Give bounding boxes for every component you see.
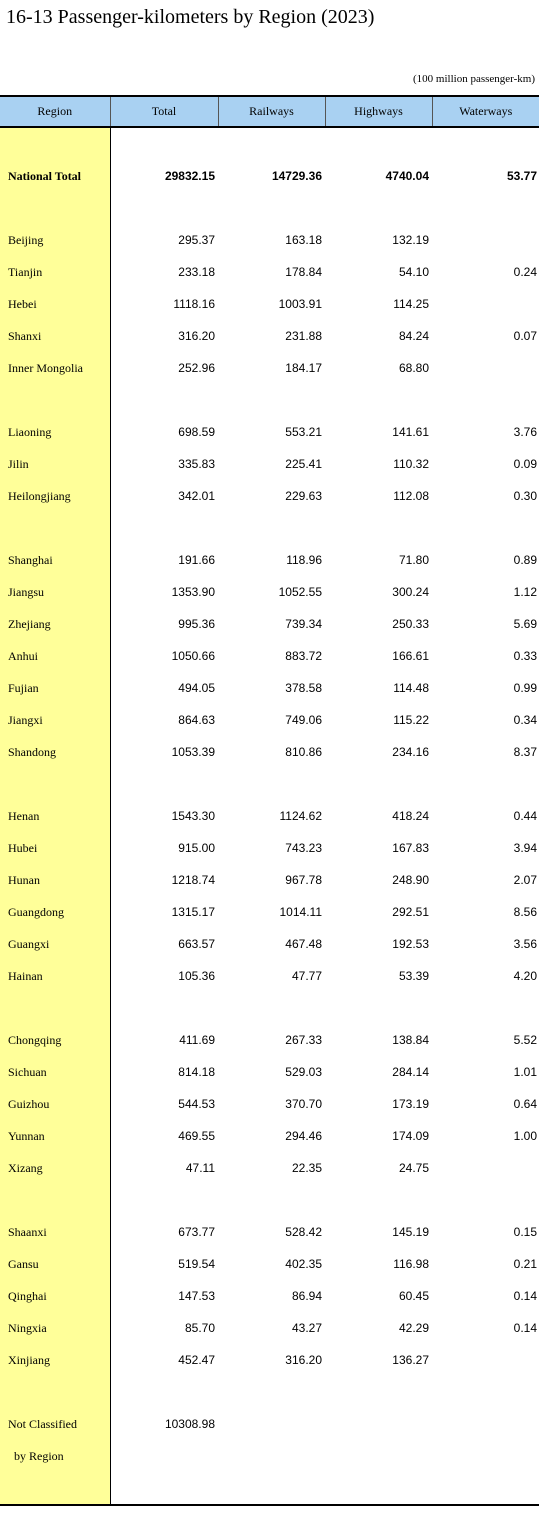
railways-cell: 883.72	[285, 649, 322, 663]
page-title: 16-13 Passenger-kilometers by Region (2023)	[6, 6, 375, 28]
table-row	[0, 544, 539, 576]
region-cell: Qinghai	[0, 1280, 110, 1312]
highways-cell: 192.53	[392, 937, 429, 951]
highways-cell: 248.90	[392, 873, 429, 887]
waterways-cell: 0.89	[513, 553, 537, 567]
total-cell: 411.69	[179, 1033, 215, 1047]
total-cell: 494.05	[178, 681, 215, 695]
railways-cell	[218, 1408, 325, 1440]
railways-cell: 967.78	[285, 873, 322, 887]
header-railways: Railways	[218, 96, 325, 127]
highways-cell: 116.98	[393, 1257, 429, 1271]
total-cell: 814.18	[178, 1065, 215, 1079]
region-cell: Beijing	[0, 224, 110, 256]
highways-cell: 71.80	[398, 553, 429, 567]
table-row	[0, 928, 539, 960]
total-cell: 233.18	[178, 265, 215, 279]
railways-cell: 528.42	[285, 1225, 322, 1239]
spacer-row	[0, 127, 539, 160]
railways-cell: 739.34	[285, 617, 322, 631]
waterways-cell: 0.24	[513, 265, 537, 279]
table-row	[0, 1248, 539, 1280]
region-cell: Shandong	[0, 736, 110, 768]
highways-cell: 167.83	[392, 841, 429, 855]
empty-cell	[218, 1440, 325, 1472]
waterways-cell: 3.56	[513, 937, 537, 951]
highways-cell	[325, 1408, 432, 1440]
region-cell: Gansu	[0, 1248, 110, 1280]
total-cell: 1543.30	[171, 809, 215, 823]
waterways-cell: 2.07	[513, 873, 537, 887]
railways-cell: 378.58	[285, 681, 322, 695]
waterways-cell: 1.00	[513, 1129, 537, 1143]
table-row	[0, 704, 539, 736]
railways-cell: 163.18	[285, 233, 322, 247]
railways-cell: 749.06	[285, 713, 322, 727]
highways-cell: 138.84	[392, 1033, 429, 1047]
empty-cell	[432, 992, 539, 1024]
region-cell: Shanxi	[0, 320, 110, 352]
empty-cell	[432, 384, 539, 416]
total-cell: 452.47	[178, 1353, 215, 1367]
total-cell: 10308.98	[164, 1417, 215, 1431]
table-row	[0, 800, 539, 832]
railways-cell: 467.48	[285, 937, 322, 951]
region-cell: National Total	[0, 160, 110, 192]
highways-cell: 145.19	[392, 1225, 429, 1239]
railways-cell: 184.17	[285, 361, 322, 375]
highways-cell: 54.10	[398, 265, 429, 279]
region-cell: Ningxia	[0, 1312, 110, 1344]
table-row	[0, 896, 539, 928]
waterways-cell: 5.52	[513, 1033, 537, 1047]
highways-cell: 110.32	[393, 457, 429, 471]
table-row	[0, 864, 539, 896]
region-cell: Guangdong	[0, 896, 110, 928]
railways-cell: 43.27	[291, 1321, 322, 1335]
region-cell: Xizang	[0, 1152, 110, 1184]
table-row	[0, 1312, 539, 1344]
railways-cell: 14729.36	[271, 169, 322, 183]
railways-cell: 229.63	[285, 489, 322, 503]
region-cell: Jiangsu	[0, 576, 110, 608]
unit-label: (100 million passenger-km)	[413, 73, 535, 85]
railways-cell: 316.20	[285, 1353, 322, 1367]
total-cell: 29832.15	[164, 169, 215, 183]
total-cell: 85.70	[184, 1321, 215, 1335]
empty-cell	[110, 1184, 218, 1216]
region-cell: Shanghai	[0, 544, 110, 576]
region-cell: Hebei	[0, 288, 110, 320]
waterways-cell: 4.20	[513, 969, 537, 983]
waterways-cell: 8.37	[513, 745, 537, 759]
national-total-row	[0, 160, 539, 192]
empty-cell	[110, 1376, 218, 1408]
waterways-cell: 0.44	[513, 809, 537, 823]
header-region: Region	[0, 96, 110, 127]
railways-cell: 810.86	[285, 745, 322, 759]
empty-cell	[325, 1184, 432, 1216]
empty-cell	[110, 192, 218, 224]
railways-cell: 1003.91	[278, 297, 322, 311]
region-cell: Inner Mongolia	[0, 352, 110, 384]
table-row	[0, 576, 539, 608]
empty-cell	[432, 1472, 539, 1505]
highways-cell: 84.24	[398, 329, 429, 343]
not-classified-row	[0, 1408, 539, 1440]
region-cell: Liaoning	[0, 416, 110, 448]
railways-cell: 231.88	[285, 329, 322, 343]
total-cell: 1218.74	[171, 873, 215, 887]
waterways-cell: 53.77	[506, 169, 537, 183]
region-cell: Zhejiang	[0, 608, 110, 640]
empty-cell	[325, 384, 432, 416]
highways-cell: 112.08	[393, 489, 429, 503]
empty-cell	[218, 512, 325, 544]
waterways-cell: 3.94	[513, 841, 537, 855]
highways-cell: 300.24	[392, 585, 429, 599]
total-cell: 295.37	[178, 233, 215, 247]
highways-cell: 284.14	[392, 1065, 429, 1079]
waterways-cell: 0.21	[513, 1257, 537, 1271]
region-cell: Guangxi	[0, 928, 110, 960]
table-row	[0, 608, 539, 640]
region-cell: Jiangxi	[0, 704, 110, 736]
railways-cell: 370.70	[285, 1097, 322, 1111]
highways-cell: 292.51	[392, 905, 429, 919]
spacer-row	[0, 1376, 539, 1408]
table-row	[0, 640, 539, 672]
empty-cell	[218, 1184, 325, 1216]
total-cell: 673.77	[178, 1225, 215, 1239]
empty-cell	[110, 768, 218, 800]
region-cell	[0, 192, 110, 224]
region-cell: Jilin	[0, 448, 110, 480]
highways-cell: 173.19	[392, 1097, 429, 1111]
total-cell: 1353.90	[171, 585, 215, 599]
total-cell: 316.20	[178, 329, 215, 343]
railways-cell: 1014.11	[279, 905, 322, 919]
total-cell: 915.00	[178, 841, 215, 855]
waterways-cell: 1.01	[513, 1065, 537, 1079]
table-row	[0, 1344, 539, 1376]
spacer-row	[0, 384, 539, 416]
passenger-km-table	[0, 95, 539, 1506]
table-row	[0, 416, 539, 448]
empty-cell	[432, 1184, 539, 1216]
railways-cell: 86.94	[291, 1289, 322, 1303]
total-cell: 342.01	[178, 489, 215, 503]
total-cell: 1053.39	[171, 745, 215, 759]
table-row	[0, 1216, 539, 1248]
railways-cell: 47.77	[291, 969, 322, 983]
table-row	[0, 480, 539, 512]
railways-cell: 1052.55	[278, 585, 322, 599]
waterways-cell: 0.30	[513, 489, 537, 503]
waterways-cell	[432, 1344, 539, 1376]
total-cell: 519.54	[178, 1257, 215, 1271]
region-cell: Guizhou	[0, 1088, 110, 1120]
region-cell	[0, 1472, 110, 1505]
table-row	[0, 736, 539, 768]
empty-cell	[110, 1472, 218, 1505]
region-cell: Tianjin	[0, 256, 110, 288]
railways-cell: 267.33	[285, 1033, 322, 1047]
waterways-cell: 0.14	[513, 1321, 537, 1335]
total-cell: 335.83	[178, 457, 215, 471]
waterways-cell	[432, 288, 539, 320]
region-cell	[0, 992, 110, 1024]
waterways-cell	[432, 1152, 539, 1184]
railways-cell: 178.84	[285, 265, 322, 279]
region-cell: Hainan	[0, 960, 110, 992]
highways-cell: 4740.04	[385, 169, 429, 183]
spacer-row	[0, 192, 539, 224]
header-waterways: Waterways	[432, 96, 539, 127]
waterways-cell: 0.15	[513, 1225, 537, 1239]
empty-cell	[110, 512, 218, 544]
waterways-cell: 0.14	[513, 1289, 537, 1303]
table-row	[0, 320, 539, 352]
empty-cell	[218, 1376, 325, 1408]
table-row	[0, 1056, 539, 1088]
region-cell	[0, 768, 110, 800]
table-row	[0, 672, 539, 704]
region-cell: Henan	[0, 800, 110, 832]
waterways-cell: 0.34	[513, 713, 537, 727]
total-cell: 191.66	[178, 553, 215, 567]
region-cell: Fujian	[0, 672, 110, 704]
region-cell: Hubei	[0, 832, 110, 864]
region-cell	[0, 1184, 110, 1216]
region-cell: Heilongjiang	[0, 480, 110, 512]
highways-cell: 174.09	[392, 1129, 429, 1143]
table-header	[0, 96, 539, 127]
waterways-cell: 3.76	[513, 425, 537, 439]
spacer-row	[0, 1184, 539, 1216]
empty-cell	[218, 768, 325, 800]
highways-cell: 68.80	[398, 361, 429, 375]
region-cell: Shaanxi	[0, 1216, 110, 1248]
highways-cell: 115.22	[393, 713, 429, 727]
highways-cell: 136.27	[392, 1353, 429, 1367]
waterways-cell: 0.33	[513, 649, 537, 663]
total-cell: 1050.66	[171, 649, 215, 663]
total-cell: 1118.16	[173, 297, 215, 311]
region-cell: Chongqing	[0, 1024, 110, 1056]
waterways-cell: 1.12	[513, 585, 537, 599]
region-cell	[0, 1376, 110, 1408]
empty-cell	[432, 1376, 539, 1408]
table-row	[0, 1280, 539, 1312]
table-row	[0, 1088, 539, 1120]
highways-cell: 141.61	[392, 425, 429, 439]
highways-cell: 132.19	[392, 233, 429, 247]
empty-cell	[325, 1440, 432, 1472]
waterways-cell: 0.99	[513, 681, 537, 695]
empty-cell	[325, 512, 432, 544]
total-cell: 1315.17	[171, 905, 215, 919]
total-cell: 147.53	[178, 1289, 215, 1303]
region-cell: Anhui	[0, 640, 110, 672]
table-row	[0, 256, 539, 288]
total-cell: 698.59	[178, 425, 215, 439]
railways-cell: 743.23	[285, 841, 322, 855]
highways-cell: 60.45	[398, 1289, 429, 1303]
railways-cell: 225.41	[285, 457, 322, 471]
waterways-cell: 5.69	[513, 617, 537, 631]
highways-cell: 24.75	[398, 1161, 429, 1175]
empty-cell	[325, 1376, 432, 1408]
total-cell: 864.63	[178, 713, 215, 727]
empty-cell	[432, 1440, 539, 1472]
not-classified-row-cont	[0, 1440, 539, 1472]
empty-cell	[432, 512, 539, 544]
total-cell: 47.11	[185, 1161, 215, 1175]
total-cell: 663.57	[178, 937, 215, 951]
highways-cell: 114.25	[393, 297, 429, 311]
total-cell: 995.36	[178, 617, 215, 631]
waterways-cell	[432, 1408, 539, 1440]
highways-cell: 166.61	[392, 649, 429, 663]
table-row	[0, 352, 539, 384]
total-cell: 544.53	[178, 1097, 215, 1111]
region-cell	[0, 384, 110, 416]
waterways-cell: 0.64	[513, 1097, 537, 1111]
spacer-row	[0, 768, 539, 800]
empty-cell	[325, 992, 432, 1024]
waterways-cell: 8.56	[513, 905, 537, 919]
table-row	[0, 1152, 539, 1184]
empty-cell	[432, 192, 539, 224]
region-cell: Hunan	[0, 864, 110, 896]
region-cell: by Region	[0, 1440, 110, 1472]
railways-cell: 118.96	[286, 553, 322, 567]
table-row	[0, 960, 539, 992]
spacer-row	[0, 512, 539, 544]
railways-cell: 294.46	[285, 1129, 322, 1143]
waterways-cell: 0.07	[513, 329, 537, 343]
region-cell: Sichuan	[0, 1056, 110, 1088]
highways-cell: 53.39	[398, 969, 429, 983]
railways-cell: 402.35	[285, 1257, 322, 1271]
empty-cell	[110, 384, 218, 416]
header-total: Total	[110, 96, 218, 127]
highways-cell: 418.24	[392, 809, 429, 823]
header-highways: Highways	[325, 96, 432, 127]
highways-cell: 114.48	[393, 681, 429, 695]
railways-cell: 1124.62	[279, 809, 322, 823]
table-row	[0, 448, 539, 480]
table-body	[0, 127, 539, 1505]
empty-cell	[218, 992, 325, 1024]
waterways-cell: 0.09	[513, 457, 537, 471]
highways-cell: 234.16	[392, 745, 429, 759]
region-cell: Not Classified	[0, 1408, 110, 1440]
total-cell: 105.36	[178, 969, 215, 983]
empty-cell	[218, 192, 325, 224]
spacer-row	[0, 992, 539, 1024]
empty-cell	[325, 1472, 432, 1505]
region-cell: Yunnan	[0, 1120, 110, 1152]
railways-cell: 22.35	[291, 1161, 322, 1175]
highways-cell: 42.29	[398, 1321, 429, 1335]
waterways-cell	[432, 352, 539, 384]
region-cell	[0, 512, 110, 544]
region-cell: Xinjiang	[0, 1344, 110, 1376]
table-row	[0, 224, 539, 256]
waterways-cell	[432, 224, 539, 256]
total-cell: 252.96	[178, 361, 215, 375]
empty-cell	[325, 768, 432, 800]
empty-cell	[432, 768, 539, 800]
empty-cell	[218, 1472, 325, 1505]
railways-cell: 553.21	[285, 425, 322, 439]
empty-cell	[110, 1440, 218, 1472]
table-row	[0, 288, 539, 320]
table-row	[0, 1120, 539, 1152]
highways-cell: 250.33	[392, 617, 429, 631]
total-cell: 469.55	[178, 1129, 215, 1143]
table-row	[0, 832, 539, 864]
empty-cell	[218, 384, 325, 416]
table-row	[0, 1024, 539, 1056]
empty-cell	[110, 992, 218, 1024]
spacer-row	[0, 1472, 539, 1505]
railways-cell: 529.03	[285, 1065, 322, 1079]
empty-cell	[325, 192, 432, 224]
